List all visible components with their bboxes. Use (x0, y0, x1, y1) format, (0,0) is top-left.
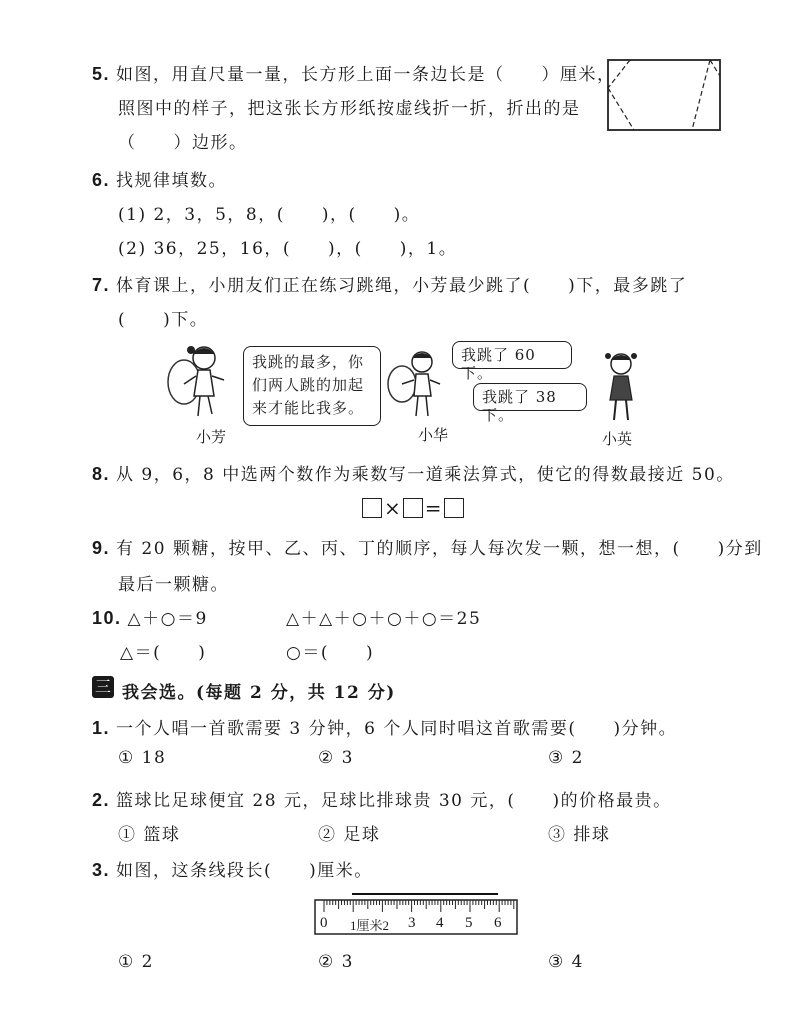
ruler-label-3: 3 (408, 915, 416, 931)
bubble-xiaofang-line3: 来才能比我多。 (252, 399, 365, 417)
ruler-graphic (314, 886, 518, 936)
answer-box-2[interactable] (403, 498, 423, 518)
q7-text-1: 体育课上，小朋友们正在练习跳绳，小芳最少跳了( )下，最多跳了 (116, 276, 688, 296)
q5-text-1: 如图，用直尺量一量，长方形上面一条边长是（ ）厘米， (116, 65, 616, 85)
boy-jumping-illustration (384, 346, 454, 426)
q6-line2: (2) 36，25，16，( )，( )，1。 (118, 239, 458, 259)
q5-number: 5. (92, 64, 111, 84)
q8-line1 (92, 460, 735, 485)
name-xiaohua: 小华 (418, 426, 449, 444)
c2-number: 2. (92, 790, 111, 810)
c1-option-1[interactable]: ① 18 (118, 748, 167, 768)
c3-text: 如图，这条线段长( )厘米。 (116, 861, 373, 881)
c3-option-1[interactable]: ① 2 (118, 952, 154, 972)
section-number-icon: 三 (92, 676, 114, 698)
c3-line1 (92, 856, 373, 881)
ruler-label-6: 6 (494, 915, 502, 931)
ruler-label-4: 4 (436, 915, 444, 931)
q8-number: 8. (92, 464, 111, 484)
q7-line1 (92, 271, 687, 296)
q5-line2: 照图中的样子，把这张长方形纸按虚线折一折，折出的是 (118, 99, 581, 119)
q5-line1 (92, 60, 616, 85)
section-title: 我会选。(每题 2 分，共 12 分) (122, 683, 396, 703)
q9-line2: 最后一颗糖。 (118, 575, 229, 595)
q7-line2: ( )下。 (118, 310, 209, 330)
q6-title (92, 166, 227, 191)
q9-line1 (92, 534, 763, 559)
bubble-xiaoying: 我跳了 38 下。 (473, 383, 587, 411)
c2-line1 (92, 786, 672, 811)
times-sign: × (384, 496, 401, 520)
c1-option-3[interactable]: ③ 2 (548, 748, 584, 768)
q6-title-text: 找规律填数。 (116, 171, 228, 191)
c3-number: 3. (92, 860, 111, 880)
q10-ans2: ○＝( ) (286, 643, 375, 663)
q9-number: 9. (92, 538, 111, 558)
c1-line1 (92, 714, 677, 739)
ruler-label-0: 0 (320, 915, 328, 931)
bubble-xiaofang-line1: 我跳的最多，你 (252, 353, 365, 371)
q10-number: 10. (92, 608, 122, 628)
q10-eq1-text: △＋○＝9 (127, 609, 208, 629)
name-xiaoying: 小英 (602, 430, 633, 448)
c1-text: 一个人唱一首歌需要 3 分钟，6 个人同时唱这首歌需要( )分钟。 (116, 719, 678, 739)
girl-standing-illustration (596, 348, 646, 428)
c3-option-3[interactable]: ③ 4 (548, 952, 584, 972)
answer-box-1[interactable] (362, 498, 382, 518)
q6-line1: (1) 2，3，5，8，( )，( )。 (118, 205, 421, 225)
q10-eq2: △＋△＋○＋○＋○＝25 (286, 609, 482, 629)
bubble-xiaohua: 我跳了 60 下。 (452, 341, 572, 369)
q10-ans1: △＝( ) (120, 643, 207, 663)
c2-option-2[interactable]: ② 足球 (318, 825, 381, 845)
q9-text-1: 有 20 颗糖，按甲、乙、丙、丁的顺序，每人每次发一颗，想一想，( )分到 (116, 539, 763, 559)
c2-text: 篮球比足球便宜 28 元，足球比排球贵 30 元，( )的价格最贵。 (116, 791, 672, 811)
name-xiaofang: 小芳 (196, 428, 227, 446)
c1-number: 1. (92, 718, 111, 738)
ruler-label-1: 1厘米2 (350, 918, 390, 933)
q8-text-1: 从 9，6，8 中选两个数作为乘数写一道乘法算式，使它的得数最接近 50。 (116, 465, 735, 485)
bubble-xiaofang-line2: 们两人跳的加起 (252, 376, 365, 394)
answer-box-3[interactable] (444, 498, 464, 518)
q7-number: 7. (92, 275, 111, 295)
c2-option-1[interactable]: ① 篮球 (118, 825, 181, 845)
ruler-figure (314, 886, 518, 936)
c2-option-3[interactable]: ③ 排球 (548, 825, 611, 845)
q5-rectangle-figure (606, 58, 724, 134)
c3-option-2[interactable]: ② 3 (318, 952, 354, 972)
q6-number: 6. (92, 170, 111, 190)
q5-line3: （ ）边形。 (118, 133, 248, 153)
q10-eq1 (92, 604, 208, 629)
girl-jumping-illustration (164, 340, 242, 426)
q8-equation (362, 496, 464, 520)
bubble-xiaofang (243, 346, 381, 426)
equals-sign: = (424, 496, 442, 520)
ruler-label-5: 5 (465, 915, 473, 931)
c1-option-2[interactable]: ② 3 (318, 748, 354, 768)
